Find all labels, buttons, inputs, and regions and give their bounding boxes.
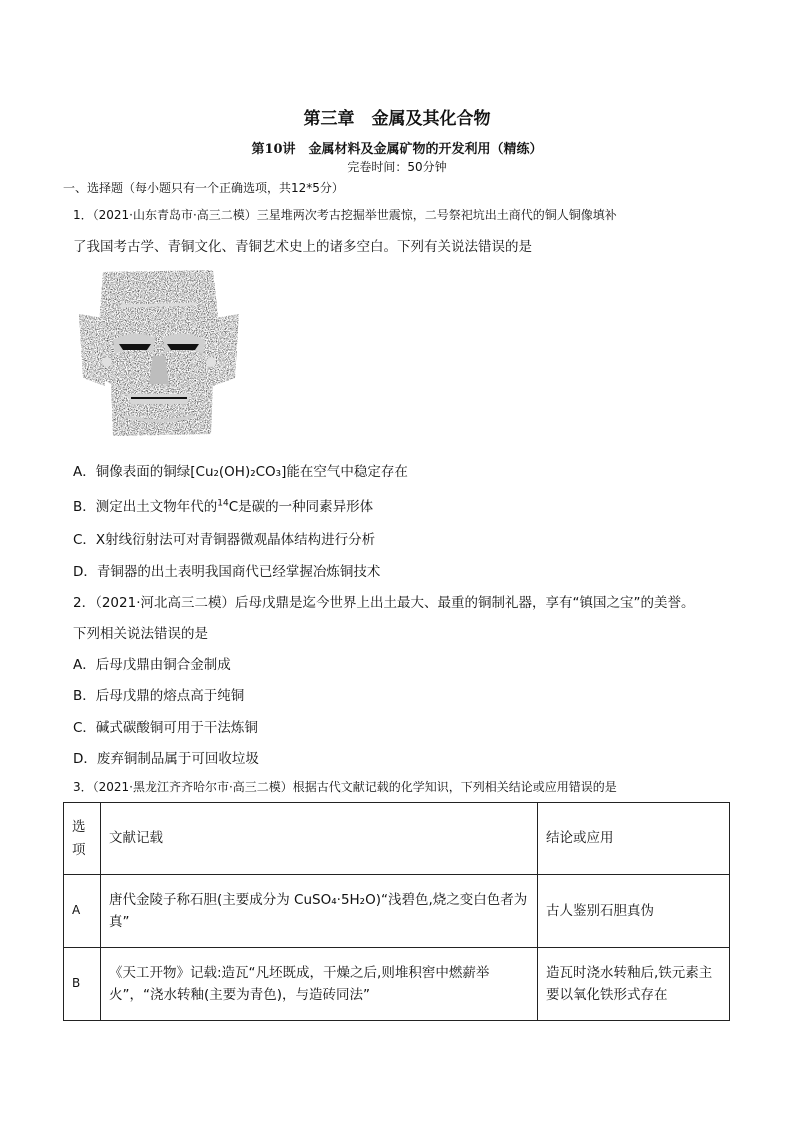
time-limit: 完卷时间：50分钟 (347, 160, 447, 174)
table-row (64, 875, 730, 948)
table-row (64, 948, 730, 1021)
section-title: 一、选择题（每小题只有一个正确选项，共12*5分） (63, 181, 344, 195)
q1-stem-line2: 了我国考古学、青铜文化、青铜艺术史上的诸多空白。下列有关说法错误的是 (73, 239, 532, 255)
q1-option-d: D．青铜器的出土表明我国商代已经掌握冶炼铜技术 (73, 564, 381, 580)
bronze-mask-image (73, 266, 245, 442)
q2-option-b: B．后母戊鼎的熔点高于纯铜 (73, 688, 245, 704)
lesson-title: 第10讲 金属材料及金属矿物的开发利用（精练） (251, 142, 543, 157)
header-conclusion: 结论或应用 (538, 803, 730, 875)
header-record: 文献记载 (101, 803, 538, 875)
header-option: 选项 (64, 803, 101, 875)
row-a-record: 唐代金陵子称石胆(主要成分为 CuSO₄·5H₂O)“浅碧色,烧之变白色者为真” (101, 875, 538, 948)
q2-stem-line2: 下列相关说法错误的是 (73, 626, 208, 642)
table-header-row (64, 803, 730, 875)
row-a-conclusion: 古人鉴别石胆真伪 (538, 875, 730, 948)
chapter-title: 第三章 金属及其化合物 (303, 109, 491, 129)
q2-stem-line1: 2．（2021·河北高三二模）后母戊鼎是迄今世界上出土最大、最重的铜制礼器，享有“镇国之宝”的美誉。 (73, 595, 695, 611)
q3-table (63, 802, 730, 1021)
q2-option-a: A．后母戊鼎由铜合金制成 (73, 657, 231, 673)
q1-option-b: B．测定出土文物年代的$^{14}$C是碳的一种同素异形体 (73, 498, 374, 515)
q2-option-c: C．碱式碳酸铜可用于干法炼铜 (73, 720, 258, 736)
row-b-conclusion: 造瓦时浇水转釉后,铁元素主要以氧化铁形式存在 (538, 948, 730, 1021)
q1-stem-line1: 1．（2021·山东青岛市·高三二模）三星堆两次考古挖掘举世震惊，二号祭祀坑出土商代的铜人铜像填补 (73, 208, 617, 222)
q1-option-a: A．铜像表面的铜绿[Cu₂(OH)₂CO₃]能在空气中稳定存在 (73, 464, 408, 480)
row-a-option: A (64, 875, 101, 948)
q1-option-c: C．X射线衍射法可对青铜器微观晶体结构进行分析 (73, 532, 376, 548)
q2-option-d: D．废弃铜制品属于可回收垃圾 (73, 751, 259, 767)
row-b-option: B (64, 948, 101, 1021)
q3-stem: 3．（2021·黑龙江齐齐哈尔市·高三二模）根据古代文献记载的化学知识，下列相关结论或应用错误的是 (73, 780, 617, 794)
row-b-record: 《天工开物》记载:造瓦“凡坯既成，干燥之后,则堆积窖中燃薪举火”，“浇水转釉(主要为青色)，与造砖同法” (101, 948, 538, 1021)
copper-green-formula: Cu₂(OH)₂CO₃ (195, 464, 282, 480)
